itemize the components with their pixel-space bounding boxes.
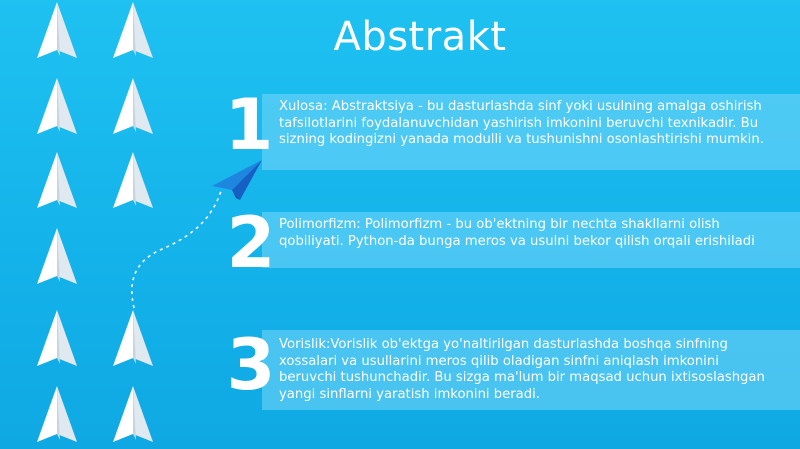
item-number: 2	[226, 202, 276, 284]
paper-plane-icon	[113, 78, 153, 134]
paper-plane-icon	[37, 310, 77, 366]
paper-plane-icon	[113, 386, 153, 442]
paper-plane-icon	[37, 152, 77, 208]
paper-plane-icon	[37, 228, 77, 284]
item-text: Polimorfizm: Polimorfizm - bu ob'ektning bir nechta shakllarni olish qobiliyati. Python-da bunga meros va usulni bekor qilish orqali erishiladi	[279, 217, 755, 249]
paper-plane-icon	[37, 386, 77, 442]
paper-plane-icon	[37, 78, 77, 134]
item-text: Xulosa: Abstraktsiya - bu dasturlashda sinf yoki usulning amalga oshirish tafsilotlarini foydalanuvchidan yashirish imkonini beruvchi texnikadir. Bu sizning kodingizni yanada modulli va tushunishni osonlashtirishi mumkin.	[279, 99, 764, 147]
flight-path	[132, 188, 222, 308]
item-number: 1	[224, 84, 274, 166]
slide-title: Abstrakt	[333, 14, 507, 60]
item-number: 3	[226, 324, 276, 406]
item-text: Vorislik:Vorislik ob'ektga yo'naltirilgan dasturlashda boshqa sinfning xossalari va usullarini meros qilib oladigan sinfni aniqlash imkonini beruvchi tushunchadir. Bu sizga ma'lum bir maqsad uchun ixtisoslashgan yangi sinflarni yaratish imkonini beradi.	[279, 337, 765, 402]
paper-plane-icon	[113, 310, 153, 366]
paper-plane-icon	[113, 152, 153, 208]
